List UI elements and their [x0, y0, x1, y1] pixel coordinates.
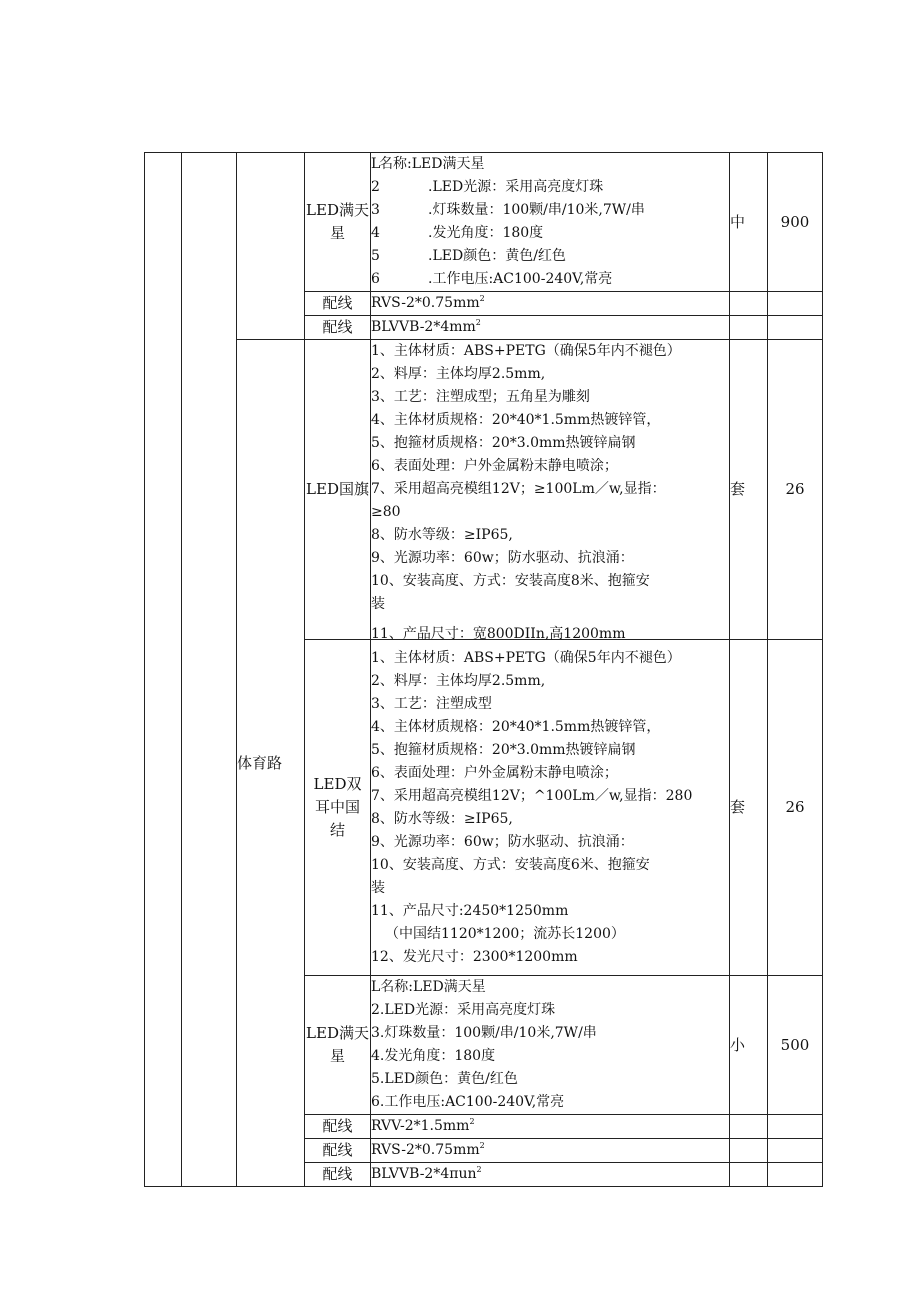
item-spec [371, 340, 730, 640]
spec-line: 8、防水等级：≥IP65, [371, 527, 513, 543]
spec-line: 1、主体材质：ABS+PETG（确保5年内不褪色） [371, 343, 681, 359]
spec-line: 7、采用超高亮模组12V；^100Lm／w,显指：280 [371, 787, 693, 804]
spec-line: 5 .LED颜色：黄色/红色 [371, 248, 566, 264]
table-row [145, 340, 823, 640]
item-quantity: 500 [768, 976, 823, 1115]
item-unit: 中 [730, 153, 768, 292]
item-unit: 套 [730, 340, 768, 640]
location-cell-top [237, 153, 305, 340]
spec-line: 8、防水等级：≥IP65, [371, 810, 513, 827]
spec-line: 装 [371, 879, 385, 896]
item-spec: BLVVB-2*4πun$^2$ [371, 1163, 730, 1187]
spec-line: 9、光源功率：60w；防水驱动、抗浪涌： [371, 833, 634, 850]
spec-line: 2、料厚：主体均厚2.5mm, [371, 366, 546, 382]
spec-line: L名称:LED满天星 [371, 979, 486, 995]
item-spec: RVV-$2*1.5mm^2$ [371, 1115, 730, 1139]
spec-line: 6.工作电压:AC100-240V,常亮 [371, 1094, 565, 1110]
spec-line: 3.灯珠数量：100颗/串/10米,7W/串 [371, 1025, 597, 1041]
spec-line: 12、发光尺寸：2300*1200mm [371, 948, 578, 965]
item-quantity [768, 1115, 823, 1139]
spec-line: 2 .LED光源：采用高亮度灯珠 [371, 179, 604, 195]
item-quantity: 26 [768, 340, 823, 640]
spec-line: 3、工艺：注塑成型 [371, 695, 492, 712]
spec-line: 6 .工作电压:AC100-240V,常亮 [371, 271, 613, 287]
spec-line: 4、主体材质规格：20*40*1.5mm热镀锌管， [371, 718, 661, 735]
spec-line: 装 [371, 596, 385, 612]
spec-line: 5、抱箍材质规格：20*3.0mm热镀锌扁钢 [371, 741, 636, 758]
item-spec: RVS-$2*0.75mm^2$ [371, 1139, 730, 1163]
item-spec: RVS-$2*0.75mm^2$ [371, 292, 730, 316]
item-spec [371, 976, 730, 1115]
item-name: LED满天星 [305, 153, 371, 292]
spec-line: 10、安装高度、方式：安装高度6米、抱箍安 [371, 856, 650, 873]
spec-line: 3、工艺：注塑成型；五角星为雕刻 [371, 389, 590, 405]
spec-line: 9、光源功率：60w；防水驱动、抗浪涌： [371, 550, 634, 566]
item-unit [730, 1163, 768, 1187]
item-name: 配线 [305, 316, 371, 340]
item-name: 配线 [305, 1139, 371, 1163]
item-name: 配线 [305, 1115, 371, 1139]
item-spec [371, 640, 730, 976]
spec-line: （中国结1120*1200；流苏长1200） [385, 925, 625, 942]
item-name: 配线 [305, 292, 371, 316]
item-name: LED双耳中国结 [305, 640, 371, 976]
spec-table [144, 152, 823, 1187]
spec-line: 5.LED颜色：黄色/红色 [371, 1071, 518, 1087]
spec-line: L名称:LED满天星 [371, 156, 485, 172]
table-row [145, 153, 823, 292]
spec-line: 2、料厚：主体均厚2.5mm, [371, 672, 546, 689]
item-unit [730, 1139, 768, 1163]
spec-line: ≥80 [371, 504, 401, 520]
item-name: 配线 [305, 1163, 371, 1187]
empty-column-2 [182, 153, 237, 1187]
spec-line: 7、采用超高亮模组12V；≥100Lm／w,显指： [371, 481, 666, 497]
item-quantity [768, 1163, 823, 1187]
spec-line: 6、表面处理：户外金属粉末静电喷涂； [371, 458, 618, 474]
item-name: LED国旗 [305, 340, 371, 640]
location-cell: 体育路 [237, 340, 305, 1187]
item-quantity [768, 292, 823, 316]
spec-line: 1、主体材质：ABS+PETG（确保5年内不褪色） [371, 649, 681, 666]
item-spec [371, 153, 730, 292]
spec-line: 10、安装高度、方式：安装高度8米、抱箍安 [371, 573, 650, 589]
spec-line: 3 .灯珠数量：100颗/串/10米,7W/串 [371, 202, 645, 218]
item-unit [730, 1115, 768, 1139]
item-unit: 小 [730, 976, 768, 1115]
spec-line: 2.LED光源：采用高亮度灯珠 [371, 1002, 556, 1018]
spec-line: 4.发光角度：180度 [371, 1048, 496, 1064]
item-unit [730, 292, 768, 316]
spec-line: 6、表面处理：户外金属粉末静电喷涂； [371, 764, 618, 781]
item-quantity [768, 1139, 823, 1163]
empty-column-1 [145, 153, 182, 1187]
spec-line: 4、主体材质规格：20*40*1.5mm热镀锌管， [371, 412, 661, 428]
spec-line: 11、产品尺寸:2450*1250mm [371, 902, 569, 919]
spec-line: 4 .发光角度：180度 [371, 225, 544, 241]
item-unit [730, 316, 768, 340]
item-quantity [768, 316, 823, 340]
item-quantity: 900 [768, 153, 823, 292]
item-unit: 套 [730, 640, 768, 976]
item-spec: BLVVB-$2*4mm^2$ [371, 316, 730, 340]
spec-line: 5、抱箍材质规格：20*3.0mm热镀锌扁钢 [371, 435, 636, 451]
item-quantity: 26 [768, 640, 823, 976]
item-name: LED满天星 [305, 976, 371, 1115]
spec-line-clipped: 11、产品尺寸：宽800DIIn,高1200mm [371, 626, 626, 639]
